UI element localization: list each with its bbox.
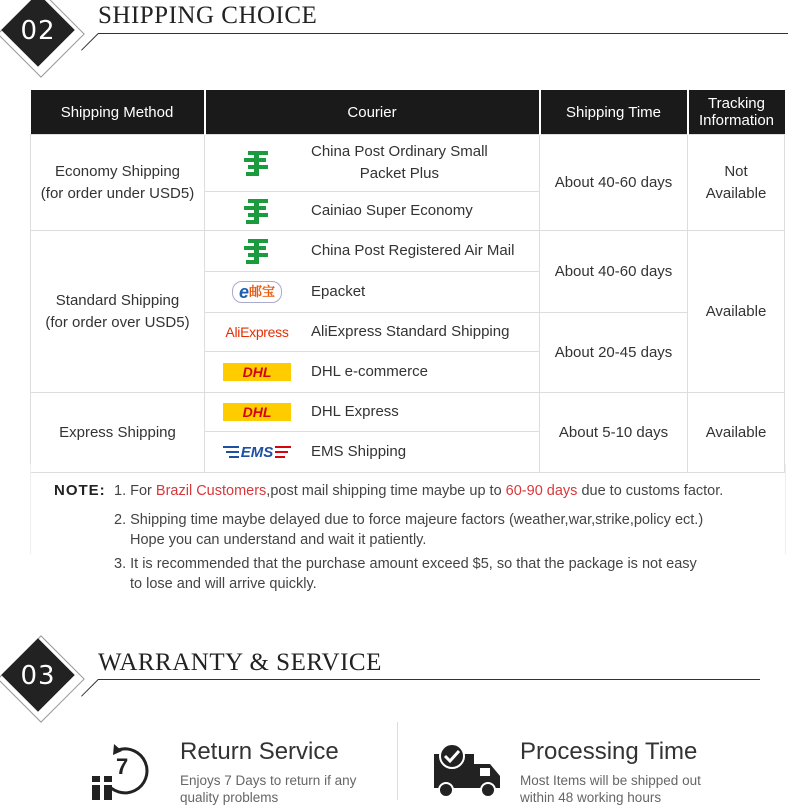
courier-cell [205, 272, 540, 313]
china-post-icon [205, 148, 309, 178]
note-highlight: 60-90 days [505, 483, 578, 499]
tracking-line: Available [705, 184, 767, 202]
section-underline-tick [81, 33, 99, 51]
section-title: WARRANTY & SERVICE [98, 649, 382, 676]
aliexpress-logo [205, 324, 309, 340]
note-text: 1. For [114, 483, 156, 499]
section-number: 03 [20, 661, 56, 691]
table-row [31, 393, 785, 432]
note-text: ,post mail shipping time maybe up to [266, 483, 506, 499]
method-condition: (for order under USD5) [40, 184, 195, 202]
method-express: Express Shipping [31, 393, 205, 473]
dhl-logo-text: DHL [242, 404, 272, 420]
service-desc-line: within 48 working hours [520, 790, 662, 805]
method-economy [31, 135, 205, 231]
return-icon-number: 7 [116, 754, 129, 779]
note-line: to lose and will arrive quickly. [130, 576, 317, 592]
method-condition: (for order over USD5) [45, 313, 190, 331]
service-desc-line: quality problems [180, 790, 279, 805]
china-post-icon [205, 236, 309, 266]
shipping-time-cell: About 20-45 days [540, 313, 688, 393]
courier-cell [205, 313, 540, 352]
header-shipping-time: Shipping Time [540, 90, 688, 135]
dhl-logo-text: DHL [242, 364, 272, 380]
note-line: 2. Shipping time maybe delayed due to force majeure factors (weather,war,strike,policy ect.) [114, 512, 704, 528]
table-row [31, 135, 785, 192]
shipping-time-cell: About 40-60 days [540, 135, 688, 231]
courier-cell [205, 393, 540, 432]
note-label: NOTE: [54, 482, 106, 499]
dhl-logo [205, 403, 309, 421]
courier-name: Epacket [311, 283, 366, 300]
header-tracking-label: Tracking Information [698, 95, 775, 129]
ems-logo [205, 444, 309, 461]
courier-name: AliExpress Standard Shipping [311, 323, 510, 340]
courier-name: DHL Express [311, 403, 399, 420]
courier-name: China Post Registered Air Mail [311, 242, 515, 259]
note-item-2 [114, 510, 703, 550]
china-post-icon [205, 196, 309, 226]
courier-name-line: China Post Ordinary Small [311, 143, 488, 160]
shipping-time-cell: About 5-10 days [540, 393, 688, 473]
header-tracking [688, 90, 785, 135]
courier-cell [205, 192, 540, 231]
courier-cell [205, 352, 540, 393]
service-desc [520, 772, 701, 806]
note-item-3 [114, 554, 697, 594]
shipping-table [30, 90, 785, 473]
shipping-time-cell: About 40-60 days [540, 231, 688, 313]
return-7-days-icon [88, 742, 158, 800]
note-item-1 [114, 481, 723, 501]
aliexpress-logo-text: AliExpress [225, 324, 289, 340]
table-row [31, 231, 785, 272]
section-number: 02 [20, 16, 56, 46]
ems-logo-text: EMS [240, 443, 274, 461]
service-desc-line: Enjoys 7 Days to return if any [180, 773, 357, 788]
courier-cell [205, 231, 540, 272]
note-highlight: Brazil Customers [155, 483, 267, 499]
tracking-cell [688, 135, 785, 231]
service-desc [180, 772, 356, 806]
courier-name-line: Packet Plus [359, 165, 439, 182]
table-header-row [31, 90, 785, 135]
tracking-cell: Available [688, 393, 785, 473]
courier-name: Cainiao Super Economy [311, 202, 473, 219]
method-standard [31, 231, 205, 393]
service-divider [397, 722, 398, 800]
courier-cell [205, 135, 540, 192]
service-desc-line: Most Items will be shipped out [520, 773, 701, 788]
section-underline [98, 679, 760, 680]
courier-name [309, 141, 488, 185]
note-text: due to customs factor. [577, 483, 724, 499]
service-title: Return Service [180, 738, 339, 765]
section-header-shipping [0, 0, 800, 80]
header-courier: Courier [205, 90, 540, 135]
courier-name: DHL e-commerce [311, 363, 428, 380]
method-name: Standard Shipping [55, 291, 180, 309]
note-line: 3. It is recommended that the purchase amount exceed $5, so that the package is not easy [114, 556, 697, 572]
note-line: Hope you can understand and wait it patiently. [130, 532, 427, 548]
header-shipping-method: Shipping Method [31, 90, 205, 135]
section-header-warranty [0, 645, 800, 725]
service-title: Processing Time [520, 738, 698, 765]
section-underline [98, 33, 788, 34]
section-underline-tick [81, 679, 99, 697]
tracking-cell: Available [688, 231, 785, 393]
tracking-line: Not [724, 162, 748, 180]
delivery-truck-icon [432, 742, 504, 800]
method-name: Economy Shipping [54, 162, 181, 180]
courier-name: EMS Shipping [311, 443, 407, 460]
epacket-logo: e 邮宝 [205, 281, 309, 303]
section-title: SHIPPING CHOICE [98, 2, 318, 29]
dhl-logo [205, 363, 309, 381]
